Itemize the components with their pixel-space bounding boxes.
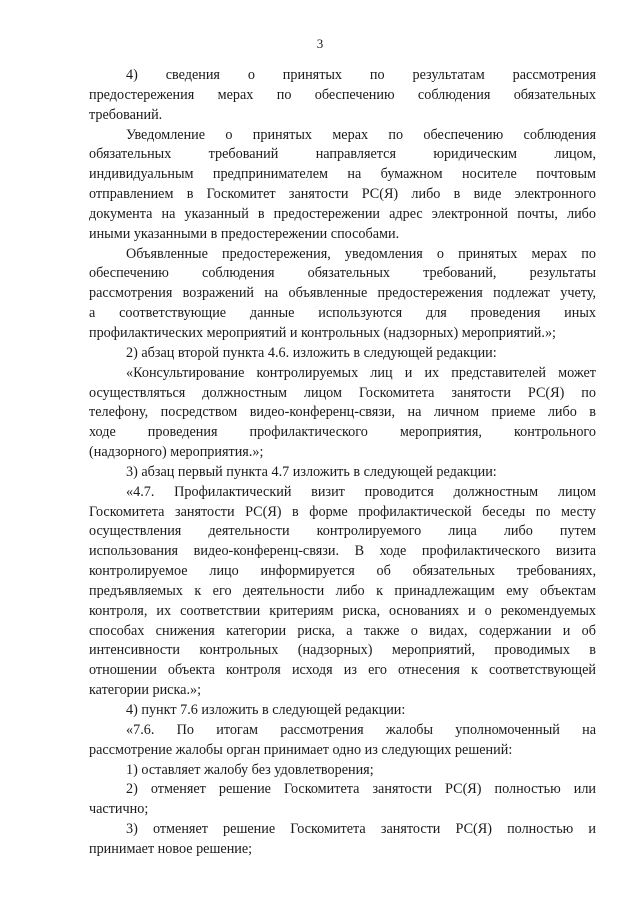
text-line: рассмотрение жалобы орган принимает одно из следующих решений: (89, 741, 513, 758)
text-line: отношении объекта контроля исходя из его отнесения к соответствующей (89, 662, 596, 679)
text-line: обязательных требований направляется юридическим лицом, (89, 146, 596, 163)
text-line: «Консультирование контролируемых лиц и их представителей может (126, 364, 596, 381)
text-line: «7.6. По итогам рассмотрения жалобы уполномоченный на (126, 721, 596, 738)
text-line: телефону, посредством видео-конференц-связи, на личном приеме либо в (89, 404, 596, 421)
text-line: рассмотрения возражений на объявленные предостережения подлежат учету, (89, 285, 596, 302)
page-number: 3 (316, 36, 324, 51)
text-line: предъявляемых к его деятельности либо к принадлежащим ему объектам (89, 582, 596, 599)
text-line: требований. (89, 106, 163, 123)
text-line: иными указанными в предостережении способами. (89, 225, 400, 242)
text-line: интенсивности контрольных (надзорных) мероприятий, проводимых в (89, 642, 596, 659)
text-line: Уведомление о принятых мерах по обеспечению соблюдения (126, 126, 596, 143)
paragraph-item-4-info (89, 66, 596, 126)
text-line: 4) сведения о принятых по результатам рассмотрения (126, 67, 596, 83)
paragraph-decision-1 (89, 761, 596, 781)
document-body (89, 66, 596, 860)
text-line: категории риска.»; (89, 682, 202, 699)
text-line: а соответствующие данные используются для проведения иных (89, 305, 596, 322)
text-line: (надзорного) мероприятия.»; (89, 444, 264, 461)
text-line: осуществления деятельности контролируемого лица либо путем (89, 523, 596, 540)
paragraph-warnings-accounting (89, 245, 596, 344)
paragraph-decision-2 (89, 780, 596, 820)
paragraph-consulting (89, 364, 596, 463)
text-line: отправлением в Госкомитет занятости РС(Я) либо в виде электронного (89, 186, 596, 203)
paragraph-amendment-3 (89, 463, 596, 483)
text-line: принимает новое решение; (89, 840, 253, 857)
paragraph-notification (89, 126, 596, 245)
text-line: 2) отменяет решение Госкомитета занятости РС(Я) полностью или (126, 781, 596, 798)
text-line: частично; (89, 801, 149, 818)
text-line: 2) абзац второй пункта 4.6. изложить в следующей редакции: (126, 344, 497, 361)
text-line: 4) пункт 7.6 изложить в следующей редакции: (126, 702, 406, 718)
paragraph-amendment-2 (89, 344, 596, 364)
paragraph-amendment-4 (89, 701, 596, 721)
text-line: 3) отменяет решение Госкомитета занятости РС(Я) полностью и (126, 821, 596, 838)
text-line: 3) абзац первый пункта 4.7 изложить в следующей редакции: (126, 463, 497, 480)
text-line: осуществляться должностным лицом Госкомитета занятости РС(Я) по (89, 384, 596, 401)
paragraph-decision-3 (89, 820, 596, 860)
text-line: способах снижения категории риска, а также о видах, содержании и об (89, 622, 596, 639)
text-line: 1) оставляет жалобу без удовлетворения; (126, 761, 374, 778)
text-line: обеспечению соблюдения обязательных требований, результаты (89, 265, 596, 282)
paragraph-preventive-visit (89, 483, 596, 701)
text-line: предостережения мерах по обеспечению соблюдения обязательных (89, 86, 596, 103)
text-line: использования видео-конференц-связи. В ходе профилактического визита (89, 543, 596, 560)
text-line: индивидуальным предпринимателем на бумажном носителе почтовым (89, 166, 596, 183)
text-line: документа на указанный в предостережении адрес электронной почты, либо (89, 205, 596, 222)
text-line: контроля, их соответствии критериям риска, основаниях и о рекомендуемых (89, 602, 596, 619)
text-line: Объявленные предостережения, уведомления о принятых мерах по (126, 245, 596, 262)
paragraph-complaint-outcome (89, 721, 596, 761)
text-line: Госкомитета занятости РС(Я) в форме профилактической беседы по месту (89, 503, 596, 520)
text-line: контролируемое лицо информируется об обязательных требованиях, (89, 563, 596, 580)
text-line: ходе проведения профилактического мероприятия, контрольного (89, 424, 596, 441)
text-line: профилактических мероприятий и контрольных (надзорных) мероприятий.»; (89, 324, 556, 341)
text-line: «4.7. Профилактический визит проводится должностным лицом (126, 483, 596, 500)
